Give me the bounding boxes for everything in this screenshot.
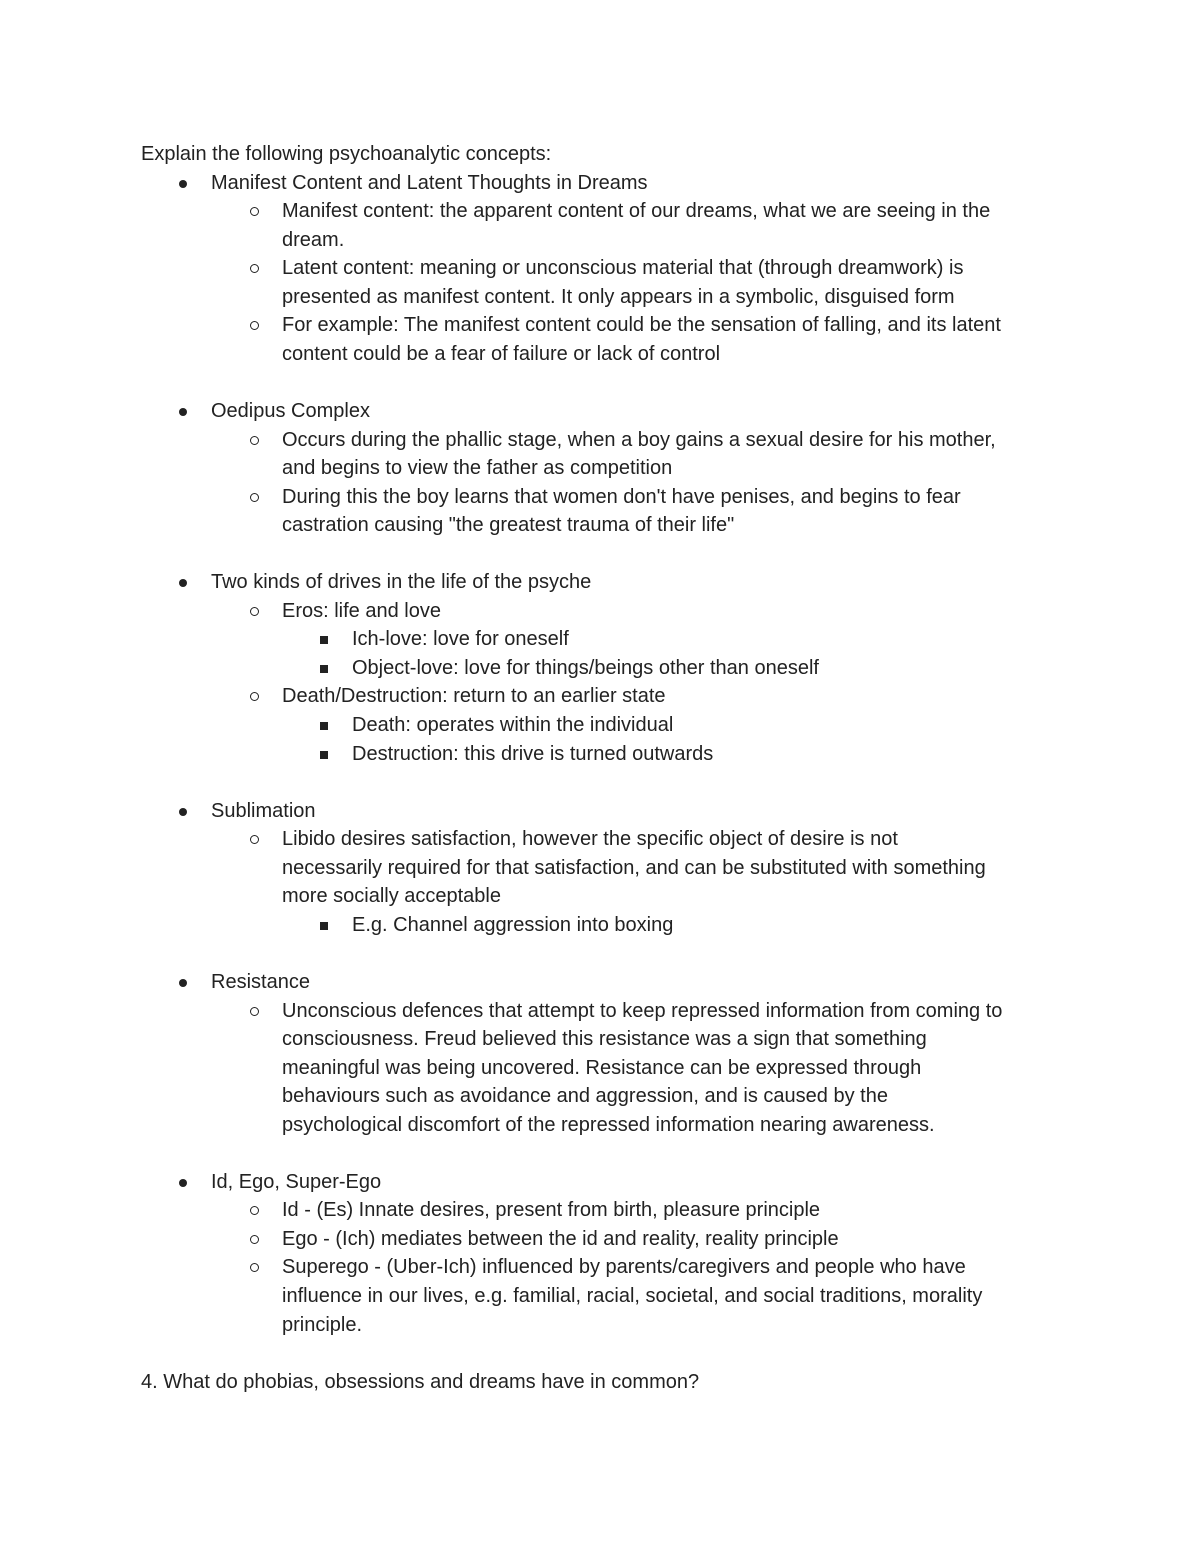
list-item-text: Unconscious defences that attempt to keep repressed information from coming to <box>282 999 1003 1022</box>
bullet-square-icon <box>320 665 328 673</box>
list-item-text: For example: The manifest content could be the sensation of falling, and its latent <box>282 314 1001 337</box>
bullet-dot-icon <box>179 1179 187 1187</box>
bullet-circle-icon <box>250 1235 259 1244</box>
bullet-circle-icon <box>250 835 259 844</box>
list-item-text: necessarily required for that satisfaction, and can be substituted with something <box>282 856 986 879</box>
list-item-text: influence in our lives, e.g. familial, racial, societal, and social traditions, morality <box>282 1285 983 1307</box>
list-item-text: Manifest Content and Latent Thoughts in Dreams <box>211 171 648 194</box>
list-item-text: dream. <box>282 228 345 251</box>
list-item-text: During this the boy learns that women don't have penises, and begins to fear <box>282 485 961 508</box>
bullet-dot-icon <box>179 180 187 188</box>
list-item-text: Manifest content: the apparent content of our dreams, what we are seeing in the <box>282 200 991 223</box>
list-item-text: Sublimation <box>211 799 316 822</box>
bullet-circle-icon <box>250 692 259 701</box>
bullet-circle-icon <box>250 1007 259 1016</box>
bullet-dot-icon <box>179 979 187 987</box>
list-item-text: castration causing "the greatest trauma of their life" <box>282 514 735 537</box>
list-item-text: Oedipus Complex <box>211 399 370 422</box>
bullet-circle-icon <box>250 264 259 273</box>
list-item-text: Object-love: love for things/beings other than oneself <box>352 656 819 679</box>
list-item-text: Latent content: meaning or unconscious material that (through dreamwork) is <box>282 257 964 280</box>
bullet-square-icon <box>320 636 328 644</box>
list-item-text: principle. <box>282 1313 363 1336</box>
bullet-circle-icon <box>250 1263 259 1272</box>
list-item-text: E.g. Channel aggression into boxing <box>352 913 674 936</box>
list-item-text: Eros: life and love <box>282 599 441 622</box>
list-item-text: Destruction: this drive is turned outwards <box>352 742 714 765</box>
intro-text: Explain the following psychoanalytic concepts: <box>141 143 552 165</box>
bullet-circle-icon <box>250 1206 259 1215</box>
bullet-square-icon <box>320 922 328 930</box>
list-item-text: Death/Destruction: return to an earlier state <box>282 685 666 708</box>
list-item-text: content could be a fear of failure or lack of control <box>282 342 721 365</box>
bullet-circle-icon <box>250 321 259 330</box>
list-item-text: meaningful was being uncovered. Resistance can be expressed through <box>282 1056 922 1079</box>
list-item-text: Occurs during the phallic stage, when a boy gains a sexual desire for his mother, <box>282 428 996 451</box>
list-item-text: behaviours such as avoidance and aggression, and is caused by the <box>282 1085 888 1108</box>
list-item-text: Ego - (Ich) mediates between the id and reality, reality principle <box>282 1227 839 1250</box>
list-item-text: Id - (Es) Innate desires, present from birth, pleasure principle <box>282 1199 821 1222</box>
bullet-dot-icon <box>179 408 187 416</box>
list-item-text: Superego - (Uber-Ich) influenced by parents/caregivers and people who have <box>282 1256 966 1279</box>
list-item-text: consciousness. Freud believed this resistance was a sign that something <box>282 1028 927 1051</box>
list-item-text: Libido desires satisfaction, however the specific object of desire is not <box>282 828 898 851</box>
list-item-text: more socially acceptable <box>282 885 501 908</box>
list-item-text: Death: operates within the individual <box>352 714 674 736</box>
list-item-text: Two kinds of drives in the life of the psyche <box>211 571 592 594</box>
bullet-dot-icon <box>179 808 187 816</box>
bullet-dot-icon <box>179 579 187 587</box>
list-item-text: and begins to view the father as competition <box>282 457 673 480</box>
list-item-text: Id, Ego, Super-Ego <box>211 1170 382 1193</box>
bullet-square-icon <box>320 751 328 759</box>
bullet-square-icon <box>320 722 328 730</box>
bullet-circle-icon <box>250 207 259 216</box>
list-item-text: psychological discomfort of the repressed information nearing awareness. <box>282 1113 935 1136</box>
bullet-circle-icon <box>250 436 259 445</box>
bullet-circle-icon <box>250 607 259 616</box>
list-item-text: presented as manifest content. It only appears in a symbolic, disguised form <box>282 285 955 308</box>
list-item-text: Resistance <box>211 970 310 993</box>
list-item-text: 4. What do phobias, obsessions and dreams have in common? <box>141 1370 700 1393</box>
list-item-text: Ich-love: love for oneself <box>352 628 569 651</box>
bullet-circle-icon <box>250 493 259 502</box>
